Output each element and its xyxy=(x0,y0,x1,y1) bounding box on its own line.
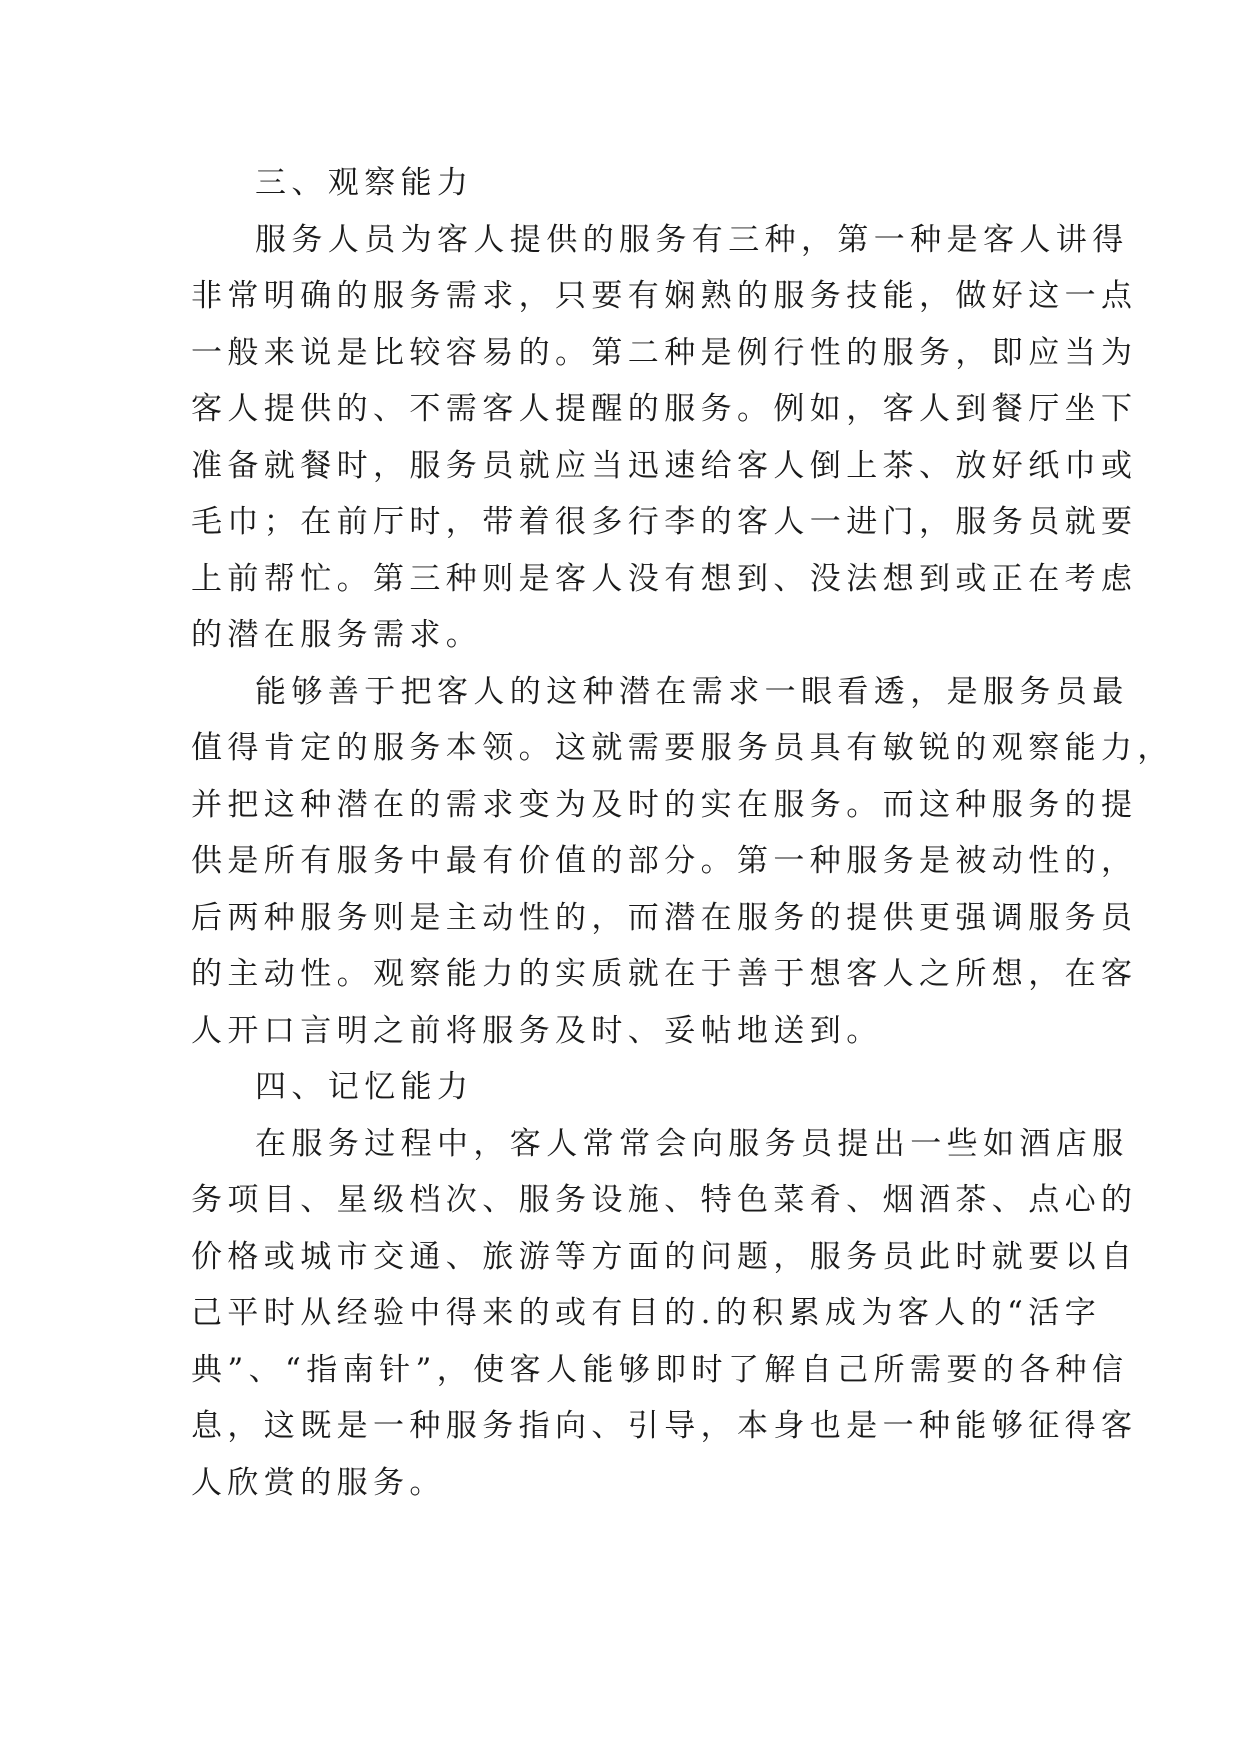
paragraph-memory-service xyxy=(191,1116,1138,1512)
paragraph-line: 供是所有服务中最有价值的部分。第一种服务是被动性的， xyxy=(191,843,1138,879)
paragraph-line: 上前帮忙。第三种则是客人没有想到、没法想到或正在考虑 xyxy=(191,560,1138,597)
paragraph-potential-needs xyxy=(191,664,1174,1060)
paragraph-line: 的潜在服务需求。 xyxy=(191,617,483,653)
paragraph-line: 价格或城市交通、旅游等方面的问题，服务员此时就要以自 xyxy=(191,1238,1138,1275)
document-body xyxy=(191,155,1174,1511)
paragraph-line: 一般来说是比较容易的。第二种是例行性的服务，即应当为 xyxy=(191,334,1138,371)
paragraph-line: 准备就餐时，服务员就应当迅速给客人倒上茶、放好纸巾或 xyxy=(191,447,1138,484)
paragraph-line: 典”、“指南针”，使客人能够即时了解自己所需要的各种信 xyxy=(191,1351,1129,1388)
paragraph-line: 能够善于把客人的这种潜在需求一眼看透，是服务员最 xyxy=(255,673,1129,710)
paragraph-line: 客人提供的、不需客人提醒的服务。例如，客人到餐厅坐下 xyxy=(191,391,1138,427)
paragraph-line: 毛巾；在前厅时，带着很多行李的客人一进门，服务员就要 xyxy=(191,504,1138,540)
paragraph-line: 的主动性。观察能力的实质就在于善于想客人之所想，在客 xyxy=(191,956,1138,992)
paragraph-line: 在服务过程中，客人常常会向服务员提出一些如酒店服 xyxy=(255,1125,1129,1162)
paragraph-line: 务项目、星级档次、服务设施、特色菜肴、烟酒茶、点心的 xyxy=(191,1182,1138,1218)
paragraph-line: 并把这种潜在的需求变为及时的实在服务。而这种服务的提 xyxy=(191,786,1138,823)
section-heading-observation: 三、观察能力 xyxy=(255,165,474,201)
paragraph-line: 息，这既是一种服务指向、引导，本身也是一种能够征得客 xyxy=(191,1408,1138,1444)
paragraph-line: 非常明确的服务需求，只要有娴熟的服务技能，做好这一点 xyxy=(191,278,1138,314)
paragraph-line: 后两种服务则是主动性的，而潜在服务的提供更强调服务员 xyxy=(191,899,1138,936)
paragraph-line: 人欣赏的服务。 xyxy=(191,1464,446,1501)
section-heading-memory: 四、记忆能力 xyxy=(255,1069,474,1105)
paragraph-service-types xyxy=(191,212,1138,664)
paragraph-line: 值得肯定的服务本领。这就需要服务员具有敏锐的观察能力， xyxy=(191,730,1174,766)
paragraph-line: 己平时从经验中得来的或有目的.的积累成为客人的“活字 xyxy=(191,1295,1102,1331)
paragraph-line: 服务人员为客人提供的服务有三种，第一种是客人讲得 xyxy=(255,221,1129,258)
paragraph-line: 人开口言明之前将服务及时、妥帖地送到。 xyxy=(191,1012,883,1049)
